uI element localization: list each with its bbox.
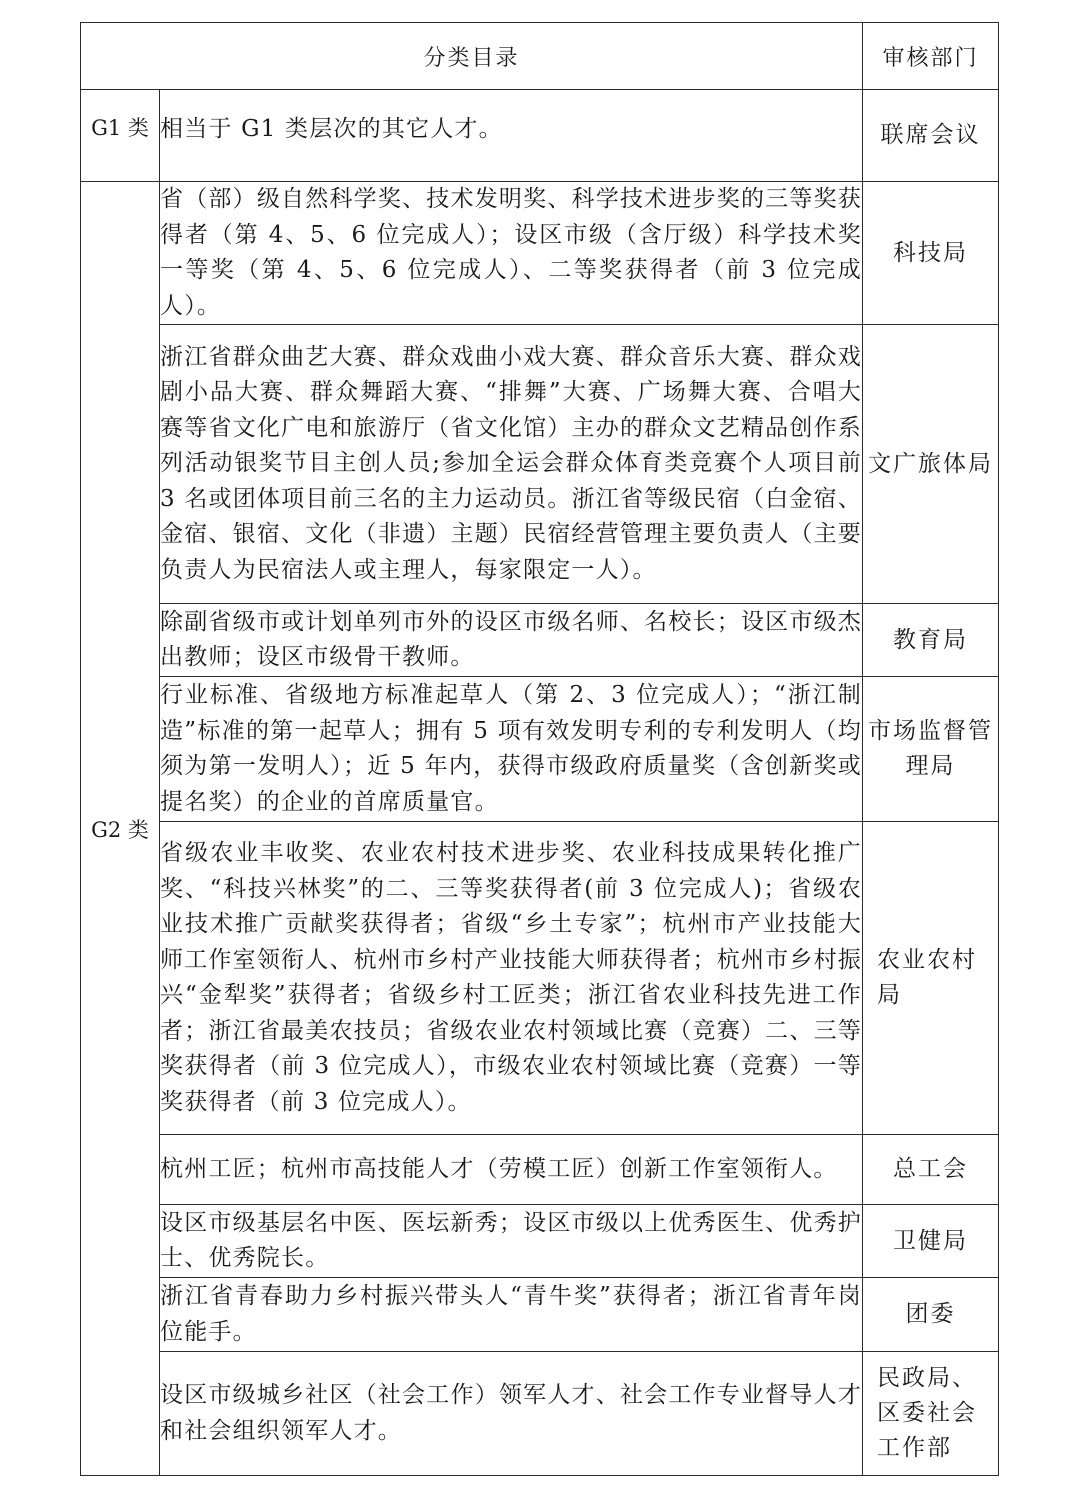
- row-department: 市场监督管理局: [863, 677, 999, 822]
- row-description: 除副省级市或计划单列市外的设区市级名师、名校长；设区市级杰出教师；设区市级骨干教师。: [160, 604, 863, 677]
- table-row: [81, 1352, 999, 1476]
- table-row: [81, 677, 999, 822]
- table-row: [81, 90, 999, 182]
- row-department: 团委: [863, 1278, 999, 1352]
- row-department: 农业农村局: [863, 822, 999, 1135]
- row-description: 相当于 G1 类层次的其它人才。: [160, 90, 863, 182]
- row-department: 卫健局: [863, 1205, 999, 1278]
- row-description: 浙江省青春助力乡村振兴带头人“青牛奖”获得者；浙江省青年岗位能手。: [160, 1278, 863, 1352]
- header-catalog: 分类目录: [81, 23, 863, 90]
- row-description: 设区市级基层名中医、医坛新秀；设区市级以上优秀医生、优秀护士、优秀院长。: [160, 1205, 863, 1278]
- row-department: 民政局、区委社会工作部: [863, 1352, 999, 1476]
- row-department: 科技局: [863, 182, 999, 325]
- header-department: 审核部门: [863, 23, 999, 90]
- table-row: [81, 822, 999, 1135]
- row-department: 教育局: [863, 604, 999, 677]
- row-description: 行业标准、省级地方标准起草人（第 2、3 位完成人）；“浙江制造”标准的第一起草人；拥有 5 项有效发明专利的专利发明人（均须为第一发明人）；近 5 年内，获得市级政府质量奖（含创新奖或提名奖）的企业的首席质量官。: [160, 677, 863, 822]
- talent-classification-table: [80, 22, 999, 1476]
- row-description: 杭州工匠；杭州市高技能人才（劳模工匠）创新工作室领衔人。: [160, 1135, 863, 1205]
- row-department: 总工会: [863, 1135, 999, 1205]
- table-row: [81, 182, 999, 325]
- table-row: [81, 1205, 999, 1278]
- table-row: [81, 604, 999, 677]
- table-row: [81, 1278, 999, 1352]
- table-header-row: [81, 23, 999, 90]
- row-department: 联席会议: [863, 90, 999, 182]
- row-department: 文广旅体局: [863, 325, 999, 604]
- category-g2: G2 类: [81, 182, 160, 1476]
- category-g1: G1 类: [81, 90, 160, 182]
- row-description: 省级农业丰收奖、农业农村技术进步奖、农业科技成果转化推广奖、“科技兴林奖”的二、三等奖获得者(前 3 位完成人)；省级农业技术推广贡献奖获得者；省级“乡土专家”；杭州市产业技能大师工作室领衔人、杭州市乡村产业技能大师获得者；杭州市乡村振兴“金犁奖”获得者；省级乡村工匠类；浙江省农业科技先进工作者；浙江省最美农技员；省级农业农村领域比赛（竞赛）二、三等奖获得者（前 3 位完成人），市级农业农村领域比赛（竞赛）一等奖获得者（前 3 位完成人）。: [160, 822, 863, 1135]
- row-description: 设区市级城乡社区（社会工作）领军人才、社会工作专业督导人才和社会组织领军人才。: [160, 1352, 863, 1476]
- row-description: 浙江省群众曲艺大赛、群众戏曲小戏大赛、群众音乐大赛、群众戏剧小品大赛、群众舞蹈大赛、“排舞”大赛、广场舞大赛、合唱大赛等省文化广电和旅游厅（省文化馆）主办的群众文艺精品创作系列活动银奖节目主创人员;参加全运会群众体育类竞赛个人项目前 3 名或团体项目前三名的主力运动员。浙江省等级民宿（白金宿、金宿、银宿、文化（非遗）主题）民宿经营管理主要负责人（主要负责人为民宿法人或主理人，每家限定一人）。: [160, 325, 863, 604]
- table-row: [81, 325, 999, 604]
- row-description: 省（部）级自然科学奖、技术发明奖、科学技术进步奖的三等奖获得者（第 4、5、6 位完成人）；设区市级（含厅级）科学技术奖一等奖（第 4、5、6 位完成人）、二等奖获得者（前 3 位完成人）。: [160, 182, 863, 325]
- table-row: [81, 1135, 999, 1205]
